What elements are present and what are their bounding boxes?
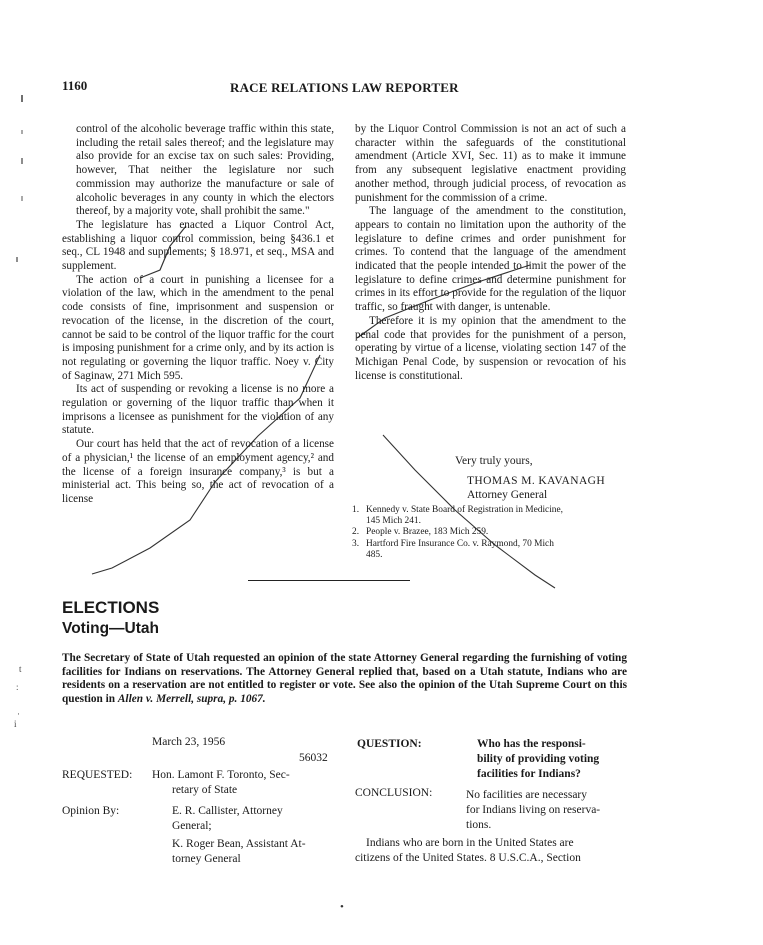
opinion-by-label: Opinion By: — [62, 805, 120, 817]
headnote-case: Allen v. Merrell, supra, — [117, 692, 227, 705]
footnote — [352, 527, 627, 538]
requested-label: REQUESTED: — [62, 769, 133, 781]
footnote-continuation: 485. — [366, 550, 383, 560]
conclusion-label: CONCLUSION: — [355, 787, 433, 799]
paragraph: Therefore it is my opinion that the amendment to the penal code that provides for the punishment of a person, operating by virtue of a license, violating section 147 of the Michigan Penal Code, by suspension or revocation of his license is constitutional. — [355, 314, 626, 382]
section-subtitle: Voting—Utah — [62, 620, 160, 637]
footnote-number: 1. — [352, 505, 360, 515]
signature-closing: Very truly yours, — [455, 455, 533, 467]
conclusion-text: for Indians living on reserva- — [466, 804, 601, 816]
opinion-author-cont: torney General — [172, 853, 241, 865]
footnote-continuation: 145 Mich 241. — [366, 516, 421, 526]
opinion-author-cont: General; — [172, 820, 212, 832]
running-title: RACE RELATIONS LAW REPORTER — [230, 80, 459, 95]
opinion-body: Indians who are born in the United States are — [366, 837, 574, 849]
left-column — [62, 123, 334, 507]
requested-by-cont: retary of State — [172, 784, 238, 796]
opinion-body: citizens of the United States. 8 U.S.C.A., Section — [355, 852, 581, 864]
svg-text:t: t — [19, 664, 22, 674]
footnote-text: Hartford Fire Insurance Co. v. Raymond, 70 Mich — [366, 539, 554, 549]
section-divider — [248, 580, 410, 581]
paragraph: The legislature has enacted a Liquor Control Act, establishing a liquor control commission, being §436.1 et seq., CL 1948 and supplements; § 18.971, et seq., MSA and supplement. — [62, 218, 334, 273]
headnote-text: The Secretary of State of Utah requested an opinion of the state Attorney General regarding the furnishing of voting facilities for Indians on reservations. The Attorney General replied that, based on a Utah statute, Indians who are residents on a reservation are not entitled to register or vote. See also the opinion of the Utah Supreme Court on this question in — [62, 652, 627, 705]
opinion-author: E. R. Callister, Attorney — [172, 805, 283, 817]
paragraph: The language of the amendment to the constitution, appears to contain no limitation upon the authority of the legislature to define crimes and order punishment for crimes. To contend that the language of the amendment indicated that the people intended to limit the power of the legislature to define crimes and determine punishment for crimes in its effort to provide for the regulation of the liquor traffic, so fraught with danger, is untenable. — [355, 205, 626, 314]
conclusion-text: No facilities are necessary — [466, 789, 588, 801]
headnote — [62, 652, 627, 706]
svg-text:i: i — [14, 719, 17, 729]
footnote — [352, 539, 627, 561]
footnote-text: People v. Brazee, 183 Mich 259. — [366, 527, 489, 537]
conclusion-text: tions. — [466, 819, 492, 831]
right-column — [355, 123, 626, 383]
paragraph: The action of a court in punishing a licensee for a violation of the law, which in the amendment to the penal code consists of fine, imprisonment and suspension or revocation of the license, in the discretion of the court, cannot be said to be control of the liquor traffic for the court is imposing punishment for a crime only, and by its action is not regulating or governing the liquor traffic. Noey v. City of Saginaw, 271 Mich 595. — [62, 273, 334, 382]
section-title: ELECTIONS — [62, 598, 160, 617]
svg-text:•: • — [340, 901, 344, 913]
headnote-page: p. 1067. — [228, 692, 266, 705]
question-text: Who has the responsi- — [477, 738, 586, 750]
question-text: bility of providing voting — [477, 753, 600, 765]
signature-title: Attorney General — [467, 489, 548, 501]
requested-by: Hon. Lamont F. Toronto, Sec- — [152, 769, 290, 781]
signature-name: THOMAS M. KAVANAGH — [467, 475, 606, 487]
footnote — [352, 505, 627, 527]
svg-text:·: · — [17, 709, 20, 719]
question-label: QUESTION: — [357, 738, 422, 750]
paragraph: Its act of suspending or revoking a license is no more a regulation or governing of the liquor traffic than when it imprisons a licensee as punishment for the violation of any statute. — [62, 383, 334, 437]
page-number: 1160 — [62, 78, 88, 93]
opinion-number: 56032 — [299, 752, 328, 764]
paragraph: control of the alcoholic beverage traffic within this state, including the retail sales thereof; and the legislature may also provide for an excise tax on such sales: Providing, however, That neither the legislature nor such commission may authorize the manufacture or sale of alcoholic beverages in any county in which the electors thereof, by a majority vote, shall prohibit the same." — [76, 123, 334, 218]
paragraph: by the Liquor Control Commission is not an act of such a character within the safeguards of the constitutional amendment (Article XVI, Sec. 11) as to make it immune from any subsequent legislative enactment providing another method, through judicial process, of revocation as punishment for the commission of a crime. — [355, 123, 626, 204]
opinion-date: March 23, 1956 — [152, 736, 226, 748]
svg-text::: : — [16, 682, 19, 692]
question-text: facilities for Indians? — [477, 768, 581, 780]
footnote-number: 3. — [352, 539, 360, 549]
footnote-number: 2. — [352, 527, 360, 537]
paragraph: Our court has held that the act of revocation of a license of a physician,¹ the license of an employment agency,² and the license of a foreign insurance company,³ is but a ministerial act. This being so, the act of revocation of a license — [62, 438, 334, 505]
footnote-text: Kennedy v. State Board of Registration in Medicine, — [366, 505, 564, 515]
opinion-author: K. Roger Bean, Assistant At- — [172, 838, 306, 850]
